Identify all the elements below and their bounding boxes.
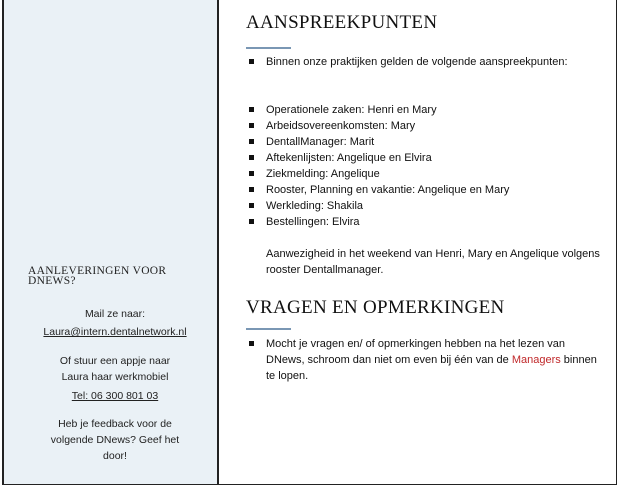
list-item: Werkleding: Shakila xyxy=(246,198,606,214)
phone-link[interactable]: Tel: 06 300 801 03 xyxy=(71,390,159,402)
list-item: Rooster, Planning en vakantie: Angelique en Mary xyxy=(246,182,606,198)
managers-highlight: Managers xyxy=(511,354,561,366)
mail-label: Mail ze naar: xyxy=(84,308,146,320)
contacts-list xyxy=(246,102,606,230)
list-item: Ziekmelding: Angelique xyxy=(246,166,606,182)
feedback-line-2: volgende DNews? Geef het xyxy=(50,434,180,446)
feedback-line-1: Heb je feedback voor de xyxy=(58,418,172,430)
list-item: Arbeidsovereenkomsten: Mary xyxy=(246,118,606,134)
questions-item xyxy=(246,336,606,384)
app-line-1: Of stuur een appje naar xyxy=(59,355,171,367)
sidebar-panel xyxy=(4,0,217,484)
feedback-line-3: door! xyxy=(103,450,127,462)
feedback-text xyxy=(20,416,210,464)
intro-list xyxy=(246,54,606,70)
column-divider xyxy=(217,0,219,485)
list-item: Bestellingen: Elvira xyxy=(246,214,606,230)
weekend-note: Aanwezigheid in het weekend van Henri, Mary en Angelique volgens rooster Dentallmanager. xyxy=(266,248,600,276)
email-link[interactable]: Laura@intern.dentalnetwork.nl xyxy=(43,326,187,338)
questions-list xyxy=(246,336,606,384)
app-text xyxy=(20,353,210,385)
list-item: Operationele zaken: Henri en Mary xyxy=(246,102,606,118)
intro-item: Binnen onze praktijken gelden de volgende aanspreekpunten: xyxy=(246,54,606,70)
list-item: DentallManager: Marit xyxy=(246,134,606,150)
questions-text-end: binnen te lopen. xyxy=(266,354,597,382)
section-title-vragen: VRAGEN EN OPMERKINGEN xyxy=(246,297,505,318)
section-title-aanspreekpunten: AANSPREEKPUNTEN xyxy=(246,12,438,33)
app-line-2: Laura haar werkmobiel xyxy=(61,371,169,383)
questions-text: Mocht je vragen en/ of opmerkingen hebben na het lezen van DNews, schroom dan niet om even bij één van de xyxy=(266,338,566,366)
title-underline xyxy=(246,47,291,49)
list-item: Aftekenlijsten: Angelique en Elvira xyxy=(246,150,606,166)
sidebar-heading: AANLEVERINGEN VOOR DNEWS? xyxy=(28,265,167,287)
title-underline xyxy=(246,328,291,330)
